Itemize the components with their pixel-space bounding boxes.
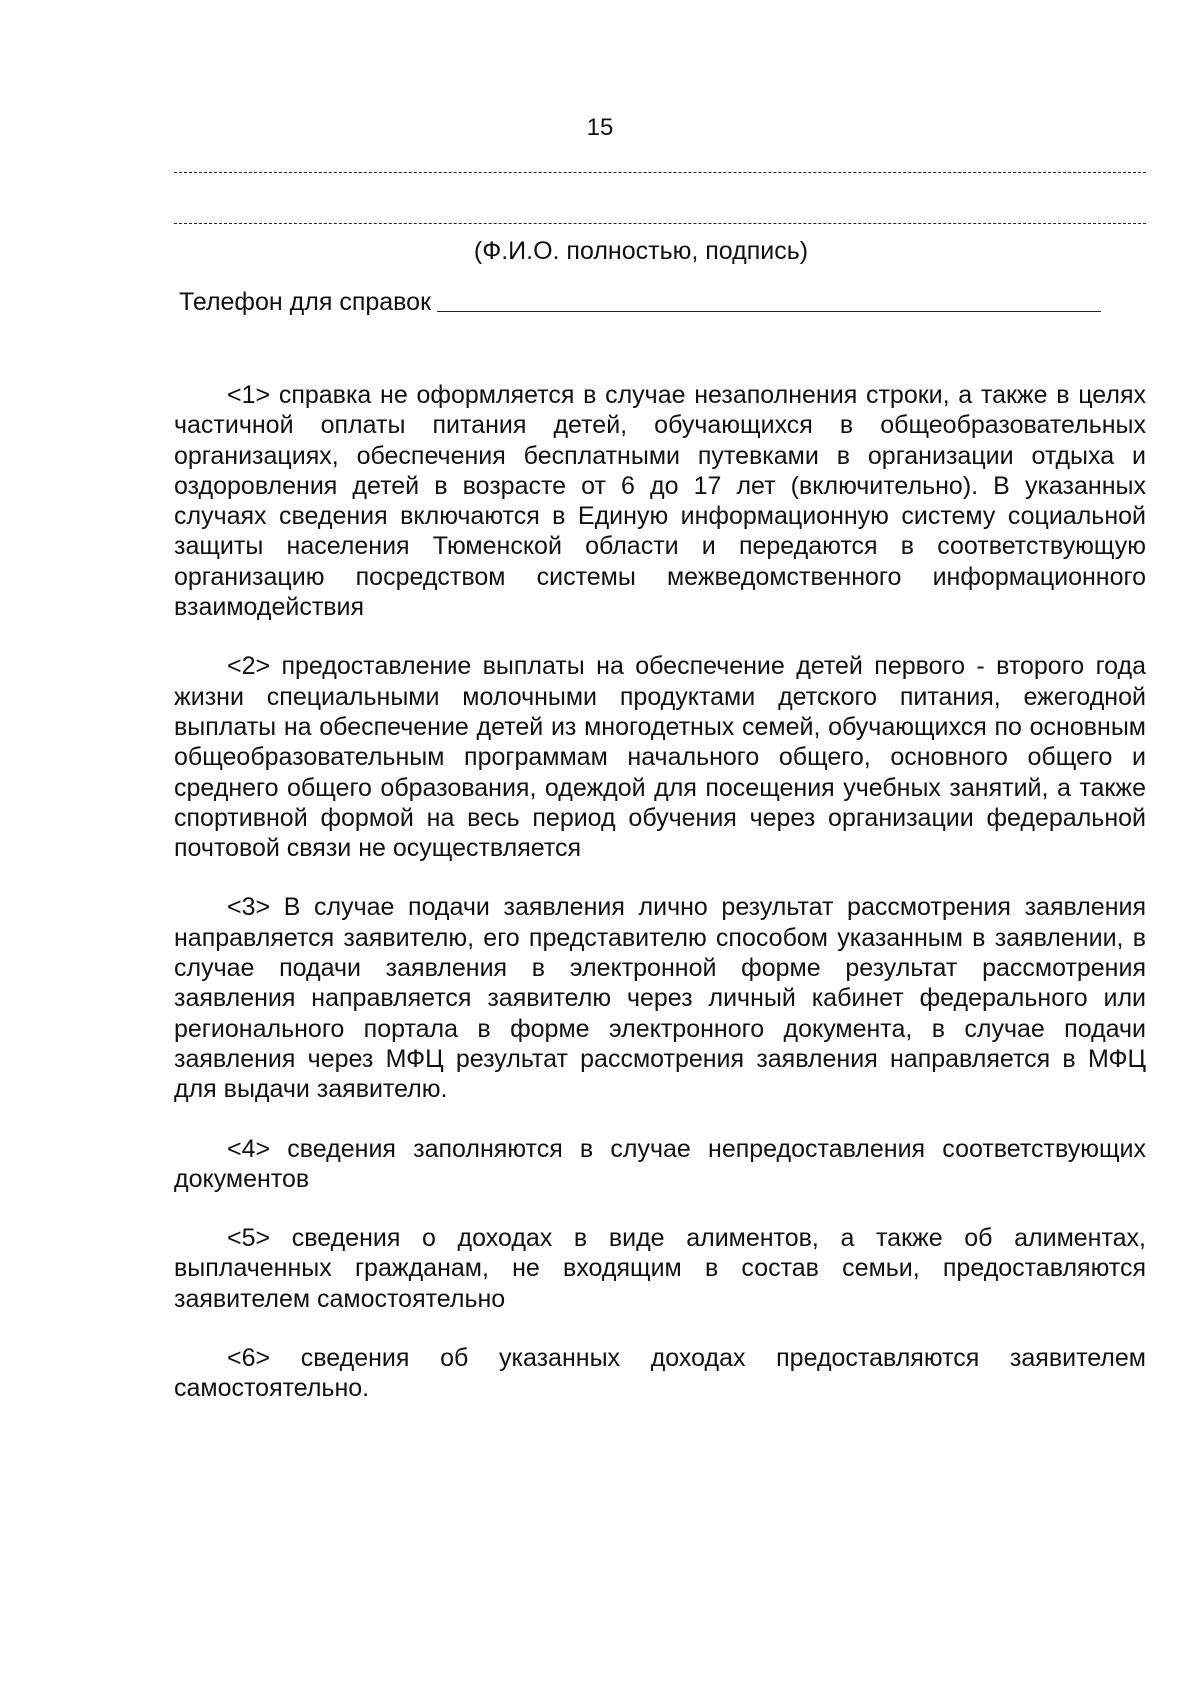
footnotes <box>174 380 1146 1433</box>
signature-caption <box>0 236 1200 266</box>
footnote-6: <6> сведения об указанных доходах предоставляются заявителем самостоятельно. <box>174 1344 1146 1403</box>
footnote-4: <4> сведения заполняются в случае непредоставления соответствующих документов <box>174 1134 1146 1193</box>
footnote-1: <1> справка не оформляется в случае незаполнения строки, а также в целях частичной оплаты питания детей, обучающихся в общеобразовательных организациях, обеспечения бесплатными путевками в организации отдыха и оздоровления детей в возрасте от 6 до 17 лет (включительно). В указанных случаях сведения включаются в Единую информационную систему социальной защиты населения Тюменской области и передаются в соответствующую организацию посредством системы межведомственного информационного взаимодействия <box>174 381 1146 622</box>
footnote-5: <5> сведения о доходах в виде алиментов, а также об алиментах, выплаченных гражданам, не входящим в состав семьи, предоставляются заявителем самостоятельно <box>174 1224 1146 1313</box>
page-number: 15 <box>586 114 614 141</box>
phone-fill-line <box>437 311 1101 312</box>
signature-dashed-line-2 <box>174 223 1146 224</box>
phone-row <box>179 287 1119 317</box>
signature-caption-text: (Ф.И.О. полностью, подпись) <box>473 237 809 265</box>
phone-label: Телефон для справок <box>179 288 432 316</box>
footnote-3: <3> В случае подачи заявления лично результат рассмотрения заявления направляется заявителю, его представителю способом указанным в заявлении, в случае подачи заявления в электронной форме результат рассмотрения заявления направляется заявителю через личный кабинет федерального или регионального портала в форме электронного документа, в случае подачи заявления через МФЦ результат рассмотрения заявления направляется в МФЦ для выдачи заявителю. <box>174 893 1146 1104</box>
signature-dashed-line-1 <box>174 172 1146 173</box>
footnote-2: <2> предоставление выплаты на обеспечение детей первого - второго года жизни специальными молочными продуктами детского питания, ежегодной выплаты на обеспечение детей из многодетных семей, обучающихся по основным общеобразовательным программам начального общего, основного общего и среднего общего образования, одеждой для посещения учебных занятий, а также спортивной формой на весь период обучения через организации федеральной почтовой связи не осуществляется <box>174 652 1146 863</box>
